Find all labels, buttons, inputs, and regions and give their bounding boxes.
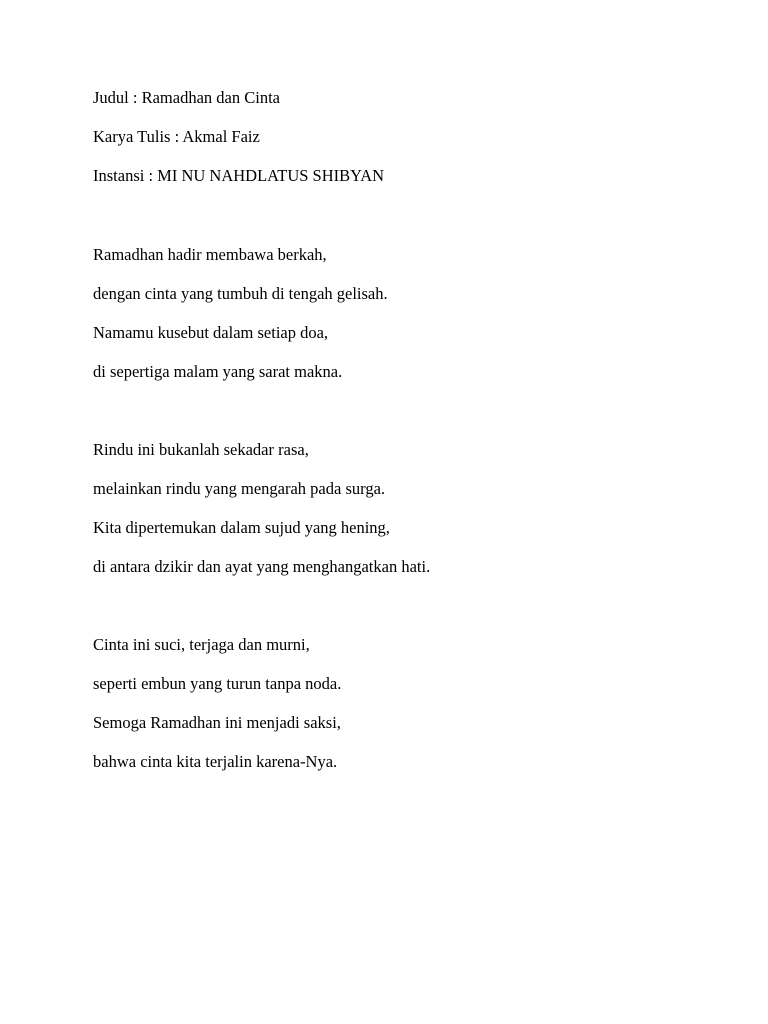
poem-line: Cinta ini suci, terjaga dan murni, [93, 635, 310, 654]
poem-line: dengan cinta yang tumbuh di tengah gelisah. [93, 284, 388, 303]
poem-line: Rindu ini bukanlah sekadar rasa, [93, 440, 309, 459]
poem-line: di antara dzikir dan ayat yang menghangatkan hati. [93, 557, 431, 576]
poem-line: Namamu kusebut dalam setiap doa, [93, 323, 329, 342]
institution-line: Instansi : MI NU NAHDLATUS SHIBYAN [93, 166, 385, 185]
poem-line: Semoga Ramadhan ini menjadi saksi, [93, 713, 341, 732]
author-line: Karya Tulis : Akmal Faiz [93, 127, 260, 146]
poem-line: Kita dipertemukan dalam sujud yang hening, [93, 518, 390, 537]
poem-line: melainkan rindu yang mengarah pada surga. [93, 479, 386, 498]
title-line: Judul : Ramadhan dan Cinta [93, 88, 280, 107]
poem-line: bahwa cinta kita terjalin karena-Nya. [93, 752, 338, 771]
poem-line: di sepertiga malam yang sarat makna. [93, 362, 343, 381]
poem-line: seperti embun yang turun tanpa noda. [93, 674, 342, 693]
poem-line: Ramadhan hadir membawa berkah, [93, 245, 327, 264]
